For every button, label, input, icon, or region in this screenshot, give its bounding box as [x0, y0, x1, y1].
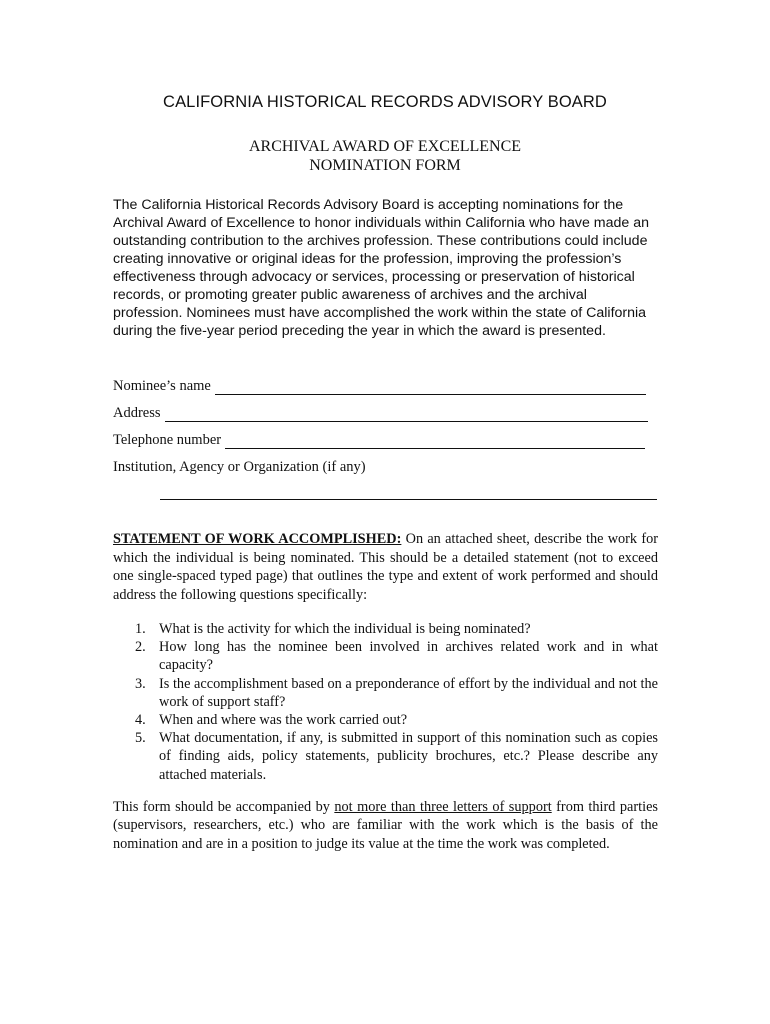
telephone-label: Telephone number: [113, 432, 222, 448]
institution-label: Institution, Agency or Organization (if any): [113, 459, 366, 475]
question-number: 3.: [135, 675, 146, 692]
closing-paragraph: [113, 798, 658, 853]
question-text: When and where was the work carried out?: [159, 712, 408, 729]
question-number: 1.: [135, 621, 146, 637]
intro-paragraph: The California Historical Records Advisory Board is accepting nominations for the Archival Award of Excellence to honor individuals within California who have made an outstanding contribution to the archives profession. These contributions could include creating innovative or original ideas for the profession, improving the profession’s effectiveness through advocacy or services, processing or preservation of historical records, or promoting greater public awareness of archives and the archival profession. Nominees must have accomplished the work within the state of California during the five-year period preceding the year in which the award is presented.: [113, 197, 650, 339]
question-item: [113, 675, 658, 711]
address-label: Address: [113, 405, 161, 421]
institution-line[interactable]: [160, 499, 657, 500]
question-item: [113, 638, 658, 674]
telephone-field[interactable]: [113, 432, 645, 449]
telephone-line[interactable]: [225, 434, 645, 449]
institution-field: [113, 459, 366, 476]
question-text: What is the activity for which the individual is being nominated?: [159, 621, 531, 637]
question-item: [113, 620, 658, 638]
nominee-name-field[interactable]: [113, 378, 646, 395]
question-item: [113, 711, 658, 729]
question-number: 2.: [135, 639, 146, 656]
question-list: [113, 620, 658, 784]
closing-text-start: This form should be accompanied by: [113, 799, 335, 815]
nominee-name-label: Nominee’s name: [113, 378, 211, 394]
question-number: 4.: [135, 712, 146, 729]
question-item: [113, 729, 658, 784]
question-number: 5.: [135, 730, 146, 747]
question-text: How long has the nominee been involved in archives related work and in what capacity?: [159, 639, 658, 674]
question-text: Is the accomplishment based on a preponderance of effort by the individual and not the work of support staff?: [159, 675, 658, 710]
closing-letters-requirement: not more than three letters of support: [334, 799, 552, 815]
address-field[interactable]: [113, 405, 648, 422]
board-title: CALIFORNIA HISTORICAL RECORDS ADVISORY BOARD: [163, 93, 607, 111]
closing-text-end: from third parties (supervisors, researchers, etc.) who are familiar with the work which is the basis of the nomination and are in a position to judge its value at the time the work was completed.: [113, 799, 658, 852]
statement-paragraph: [113, 530, 658, 604]
statement-body: On an attached sheet, describe the work for which the individual is being nominated. This should be a detailed statement (not to exceed one single-spaced typed page) that outlines the type and extent of work performed and should address the following questions specifically:: [113, 531, 658, 603]
nominee-name-line[interactable]: [215, 380, 646, 395]
award-title-line-1: ARCHIVAL AWARD OF EXCELLENCE: [248, 138, 522, 155]
award-title-line-2: NOMINATION FORM: [309, 157, 461, 174]
statement-heading: STATEMENT OF WORK ACCOMPLISHED:: [113, 531, 402, 547]
question-text: What documentation, if any, is submitted in support of this nomination such as copies of finding aids, policy statements, publicity brochures, etc.? Please describe any attached materials.: [159, 730, 658, 783]
address-line[interactable]: [165, 407, 648, 422]
award-title: [0, 137, 770, 175]
